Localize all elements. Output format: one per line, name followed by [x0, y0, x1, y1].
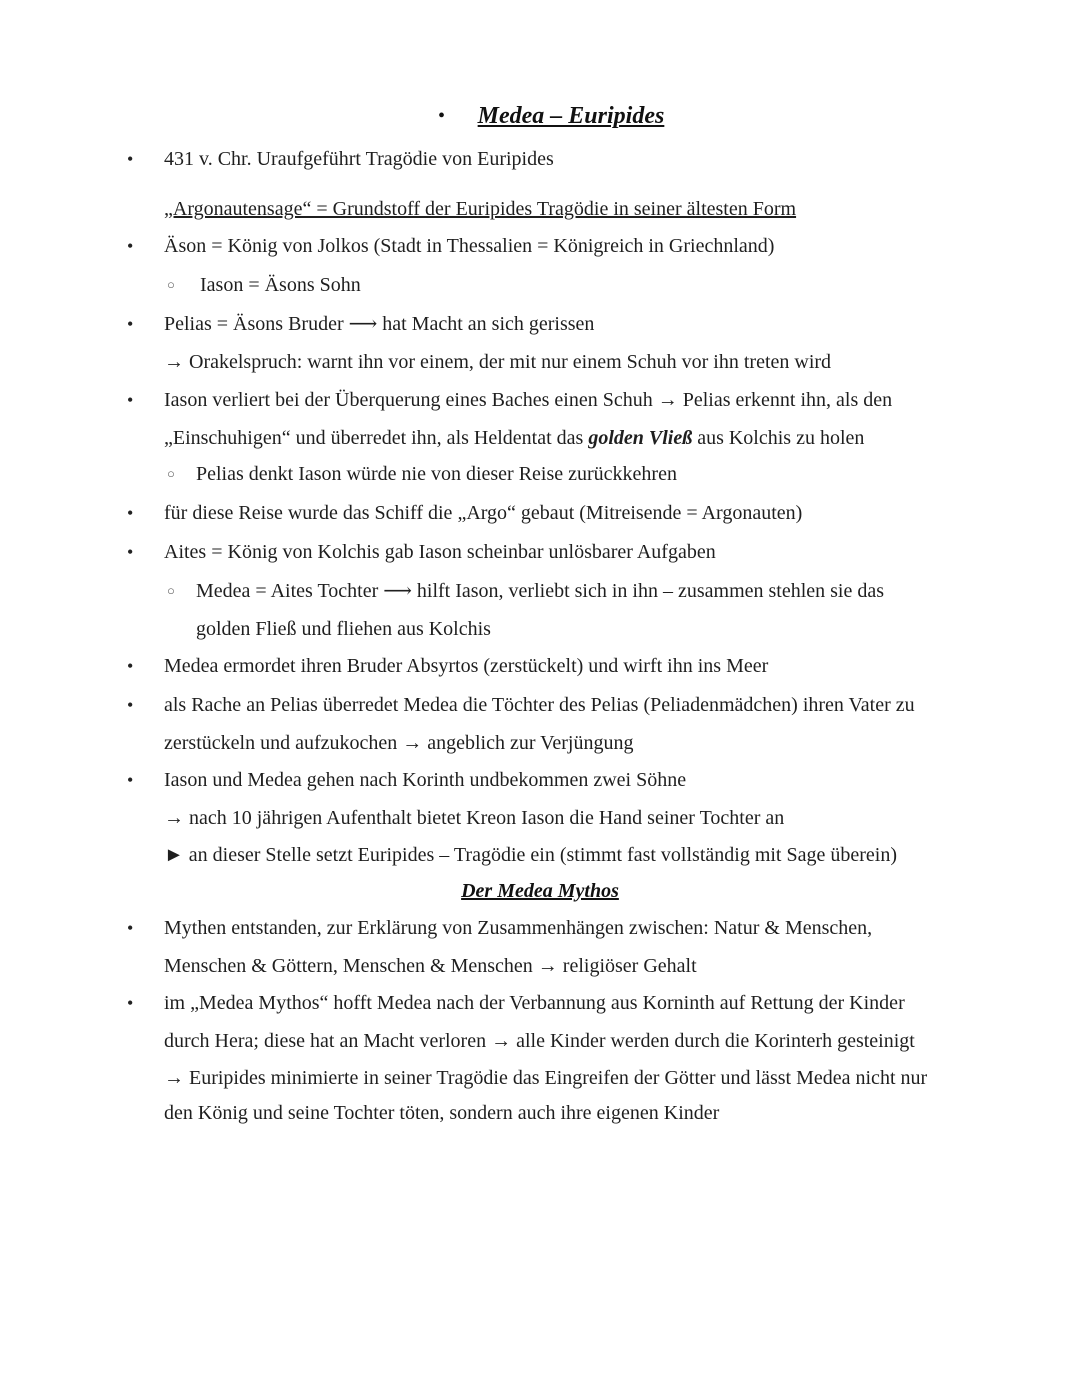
title-bullet: • — [438, 105, 446, 127]
list-bullet: • — [127, 390, 134, 410]
text-line: Aites = König von Kolchis gab Iason scheinbar unlösbarer Aufgaben — [164, 541, 716, 563]
text-line: golden Fließ und fliehen aus Kolchis — [196, 618, 491, 640]
sub-bullet: ○ — [167, 583, 175, 598]
text-segment: aus Kolchis zu holen — [692, 427, 865, 449]
text-line: Medea ermordet ihren Bruder Absyrtos (zerstückelt) und wirft ihn ins Meer — [164, 655, 769, 677]
list-bullet: • — [127, 542, 134, 562]
list-bullet: • — [127, 695, 134, 715]
list-bullet: • — [127, 149, 134, 169]
text-line: den König und seine Tochter töten, sondern auch ihre eigenen Kinder — [164, 1102, 720, 1124]
text-line: im „Medea Mythos“ hofft Medea nach der Verbannung aus Korninth auf Rettung der Kinder — [164, 992, 905, 1014]
sub-bullet: ○ — [167, 466, 175, 481]
text-line: für diese Reise wurde das Schiff die „Argo“ gebaut (Mitreisende = Argonauten) — [164, 502, 803, 524]
text-line — [164, 426, 864, 450]
list-bullet: • — [127, 236, 134, 256]
text-line: Medea = Aites Tochter ⟶ hilft Iason, verliebt sich in ihn – zusammen stehlen sie das — [196, 580, 885, 602]
text-line: Iason = Äsons Sohn — [200, 274, 361, 296]
text-line: Pelias denkt Iason würde nie von dieser Reise zurückkehren — [196, 463, 677, 485]
page-title: Medea – Euripides — [477, 103, 665, 129]
section-title: Der Medea Mythos — [461, 880, 619, 902]
list-bullet: • — [127, 656, 134, 676]
text-segment: „Einschuhigen“ und überredet ihn, als Heldentat das — [164, 427, 589, 449]
text-line: Menschen & Göttern, Menschen & Menschen → religiöser Gehalt — [164, 955, 697, 977]
text-line: zerstückeln und aufzukochen → angeblich zur Verjüngung — [164, 732, 634, 754]
text-line-underlined: „Argonautensage“ = Grundstoff der Euripides Tragödie in seiner ältesten Form — [164, 198, 797, 220]
text-line: Mythen entstanden, zur Erklärung von Zusammenhängen zwischen: Natur & Menschen, — [164, 917, 873, 939]
list-bullet: • — [127, 918, 134, 938]
emphasized-term: golden Vließ — [588, 427, 693, 449]
text-line: durch Hera; diese hat an Macht verloren → alle Kinder werden durch die Korinterh gesteinigt — [164, 1030, 915, 1052]
text-line: Iason verliert bei der Überquerung eines Baches einen Schuh → Pelias erkennt ihn, als den — [164, 389, 893, 411]
text-line: → nach 10 jährigen Aufenthalt bietet Kreon Iason die Hand seiner Tochter an — [164, 807, 785, 829]
sub-bullet: ○ — [167, 277, 175, 292]
list-bullet: • — [127, 314, 134, 334]
list-bullet: • — [127, 993, 134, 1013]
text-line: Pelias = Äsons Bruder ⟶ hat Macht an sich gerissen — [164, 313, 595, 335]
text-line: Äson = König von Jolkos (Stadt in Thessalien = Königreich in Griechnland) — [164, 235, 775, 257]
list-bullet: • — [127, 503, 134, 523]
text-line: Iason und Medea gehen nach Korinth undbekommen zwei Söhne — [164, 769, 687, 791]
text-line: als Rache an Pelias überredet Medea die Töchter des Pelias (Peliadenmädchen) ihren Vater zu — [164, 694, 915, 716]
text-line: ► an dieser Stelle setzt Euripides – Tragödie ein (stimmt fast vollständig mit Sage überein) — [164, 844, 897, 866]
text-line: 431 v. Chr. Uraufgeführt Tragödie von Euripides — [164, 148, 554, 170]
text-line: → Euripides minimierte in seiner Tragödie das Eingreifen der Götter und lässt Medea nicht nur — [164, 1067, 928, 1089]
text-line: → Orakelspruch: warnt ihn vor einem, der mit nur einem Schuh vor ihn treten wird — [164, 351, 832, 373]
list-bullet: • — [127, 770, 134, 790]
